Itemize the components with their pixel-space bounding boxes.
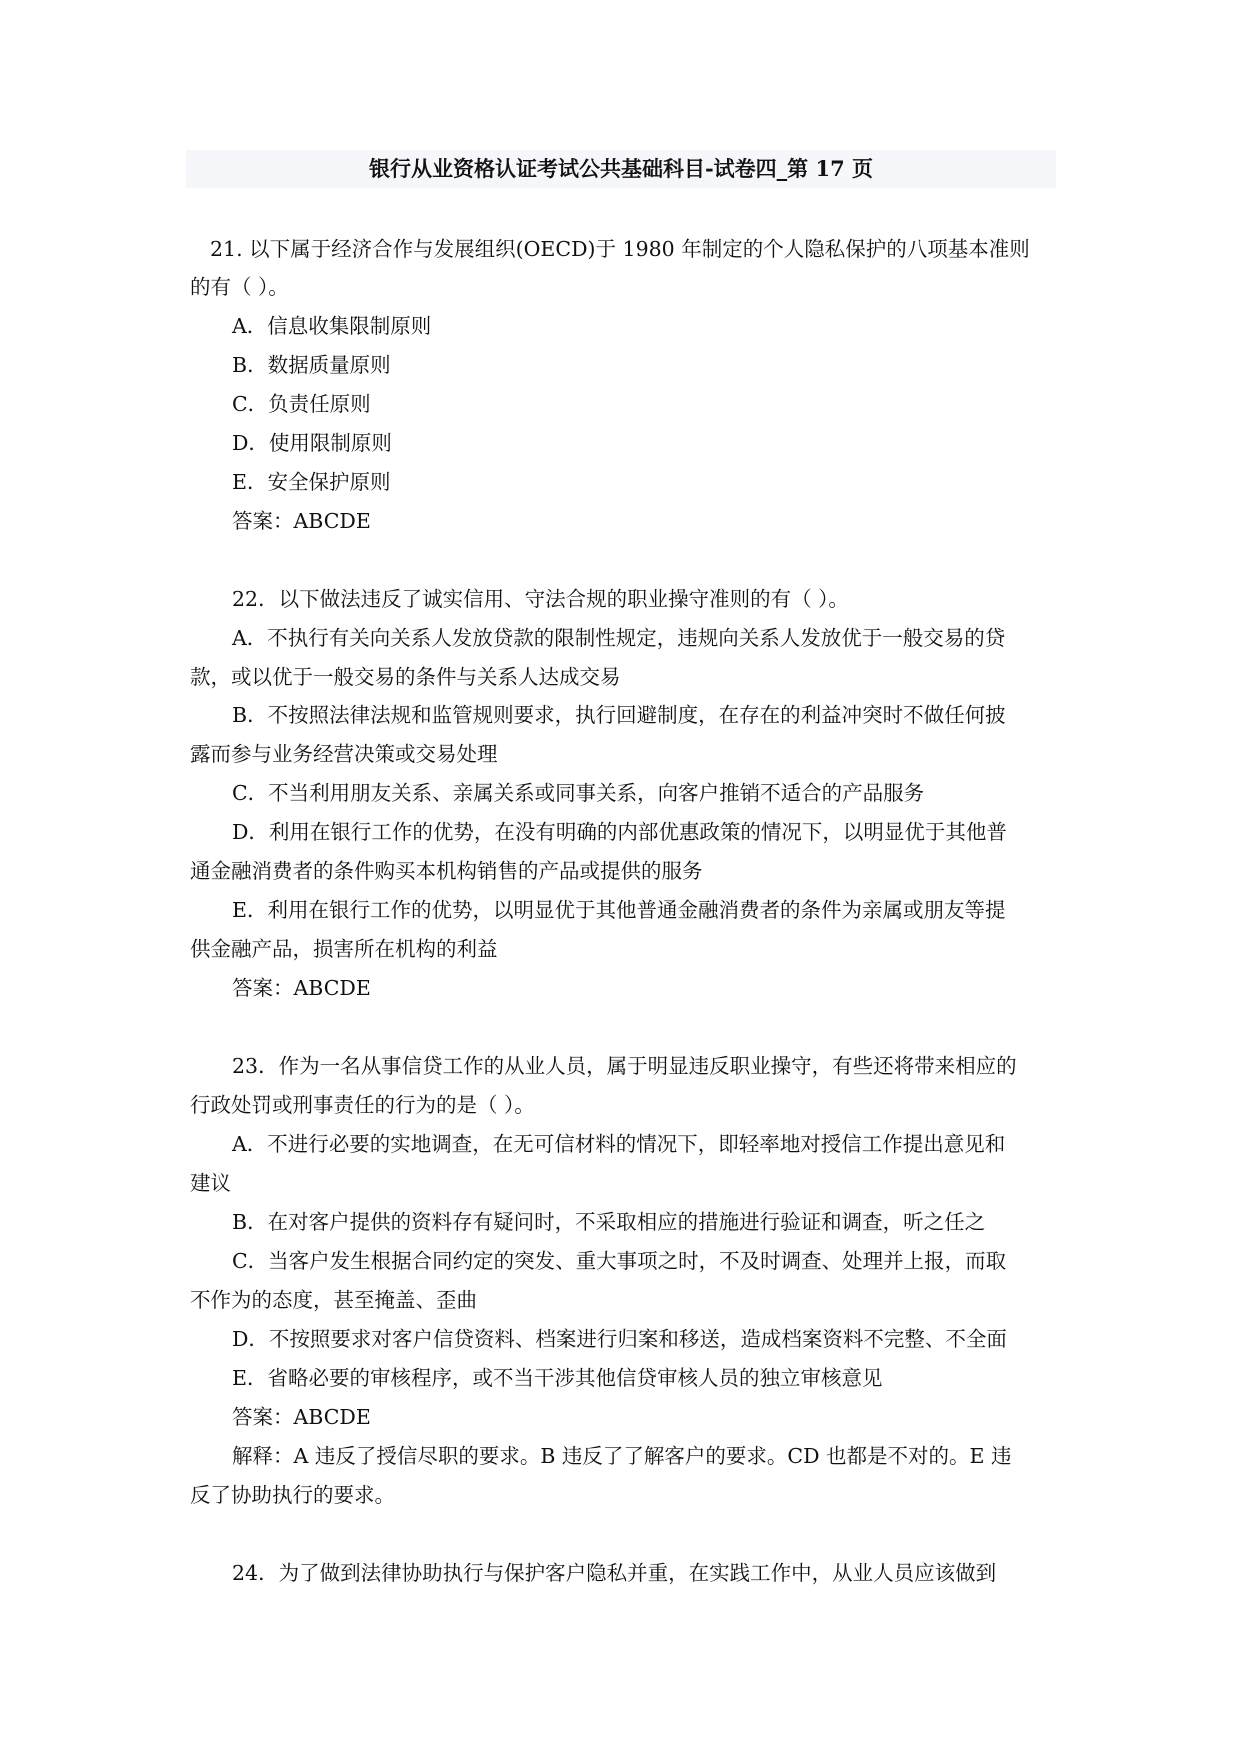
q23-option-c-line-2: 不作为的态度，甚至掩盖、歪曲 [190,1288,477,1312]
q22-option-b-line-2: 露而参与业务经营决策或交易处理 [190,742,498,766]
page-title: 银行从业资格认证考试公共基础科目-试卷四_第 17 页 [368,156,874,181]
q22-option-e-line-1: E．利用在银行工作的优势，以明显优于其他普通金融消费者的条件为亲属或朋友等提 [232,898,1006,922]
q23-option-a-line-1: A．不进行必要的实地调查，在无可信材料的情况下，即轻率地对授信工作提出意见和 [232,1132,1006,1156]
q21-answer: 答案：ABCDE [232,509,371,533]
q22-option-a-line-2: 款，或以优于一般交易的条件与关系人达成交易 [190,665,621,689]
q22-option-e-line-2: 供金融产品，损害所在机构的利益 [190,937,498,961]
q23-stem-line-1: 23．作为一名从事信贷工作的从业人员，属于明显违反职业操守，有些还将带来相应的 [232,1054,1017,1078]
q21-option-b: B．数据质量原则 [232,353,391,377]
q23-answer: 答案：ABCDE [232,1405,371,1429]
q23-explanation-line-1: 解释：A 违反了授信尽职的要求。B 违反了了解客户的要求。CD 也都是不对的。E 违 [232,1444,1012,1468]
q21-stem-line-2: 的有（ ）。 [190,275,289,299]
q21-stem-line-1: 21. 以下属于经济合作与发展组织(OECD)于 1980 年制定的个人隐私保护的八项基本准则 [210,237,1030,261]
q22-option-d-line-1: D．利用在银行工作的优势，在没有明确的内部优惠政策的情况下，以明显优于其他普 [232,820,1007,844]
q22-stem-line-1: 22．以下做法违反了诚实信用、守法合规的职业操守准则的有（ ）。 [232,587,849,611]
q23-stem-line-2: 行政处罚或刑事责任的行为的是（ ）。 [190,1093,535,1117]
q21-option-d: D．使用限制原则 [232,431,392,455]
q23-option-c-line-1: C．当客户发生根据合同约定的突发、重大事项之时，不及时调查、处理并上报，而取 [232,1249,1007,1273]
q23-option-b: B．在对客户提供的资料存有疑问时，不采取相应的措施进行验证和调查，听之任之 [232,1210,986,1234]
q22-option-d-line-2: 通金融消费者的条件购买本机构销售的产品或提供的服务 [190,859,703,883]
q24-stem-line-1: 24．为了做到法律协助执行与保护客户隐私并重，在实践工作中，从业人员应该做到 [232,1561,997,1585]
q21-option-a: A．信息收集限制原则 [232,314,432,338]
q22-option-b-line-1: B．不按照法律法规和监管规则要求，执行回避制度，在存在的利益冲突时不做任何披 [232,703,1006,727]
q23-option-a-line-2: 建议 [190,1171,231,1195]
q23-option-d: D．不按照要求对客户信贷资料、档案进行归案和移送，造成档案资料不完整、不全面 [232,1327,1007,1351]
q23-explanation-line-2: 反了协助执行的要求。 [190,1483,395,1507]
q21-option-c: C．负责任原则 [232,392,371,416]
q22-answer: 答案：ABCDE [232,976,371,1000]
q22-option-c: C．不当利用朋友关系、亲属关系或同事关系，向客户推销不适合的产品服务 [232,781,925,805]
q23-option-e: E．省略必要的审核程序，或不当干涉其他信贷审核人员的独立审核意见 [232,1366,883,1390]
q22-option-a-line-1: A．不执行有关向关系人发放贷款的限制性规定，违规向关系人发放优于一般交易的贷 [232,626,1006,650]
q21-option-e: E．安全保护原则 [232,470,391,494]
